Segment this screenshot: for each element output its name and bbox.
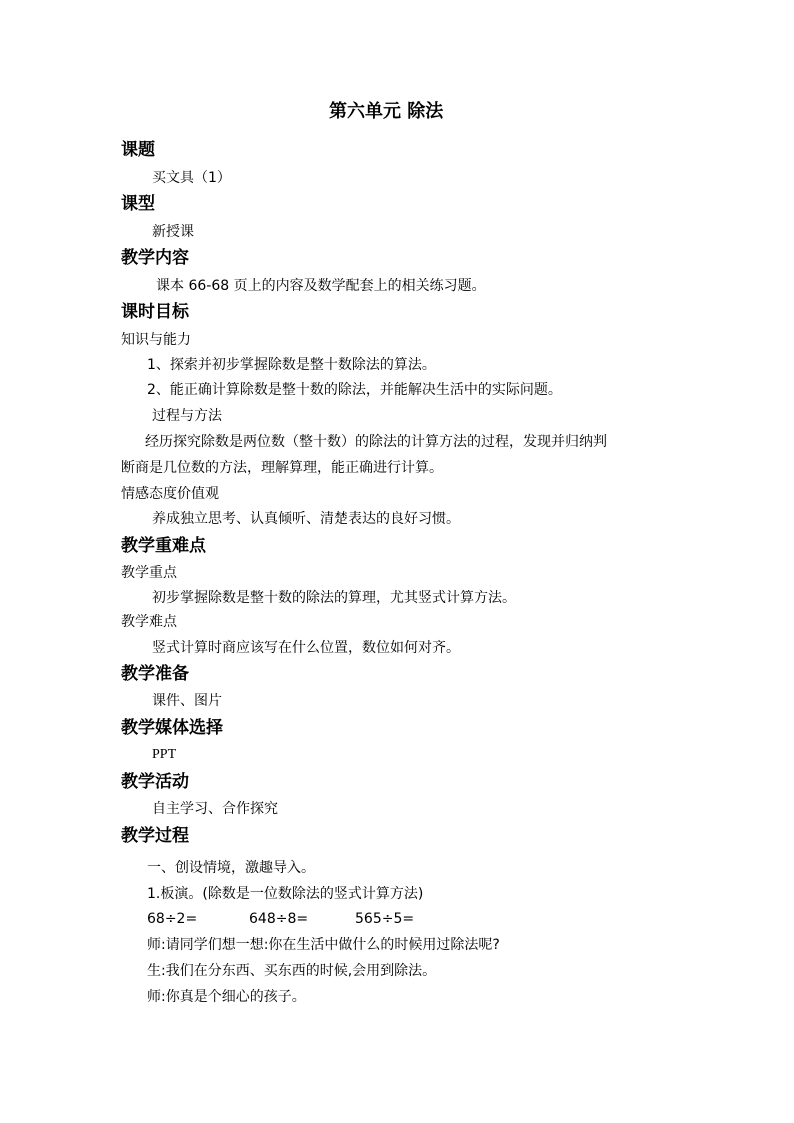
emotion-label: 情感态度价值观 <box>121 486 219 502</box>
page-title: 第六单元 除法 <box>329 101 444 122</box>
dialog-line: 师:你真是个细心的孩子。 <box>147 989 306 1005</box>
heading-process: 教学过程 <box>121 826 189 846</box>
type-text: 新授课 <box>152 224 194 240</box>
heading-type: 课型 <box>121 194 155 214</box>
key-text: 初步掌握除数是整十数的除法的算理，尤其竖式计算方法。 <box>152 590 516 606</box>
board-text: 1.板演。(除数是一位数除法的竖式计算方法) <box>147 886 424 902</box>
knowledge-label: 知识与能力 <box>121 332 191 348</box>
heading-difficulty: 教学重难点 <box>121 536 206 556</box>
heading-content: 教学内容 <box>121 248 189 268</box>
heading-activity: 教学活动 <box>121 772 189 792</box>
process-step: 一、创设情境，激趣导入。 <box>147 860 315 876</box>
knowledge-item: 2、能正确计算除数是整十数的除法，并能解决生活中的实际问题。 <box>147 382 562 398</box>
heading-prep: 教学准备 <box>121 664 189 684</box>
hard-label: 教学难点 <box>121 614 177 630</box>
content-text: 课本 66-68 页上的内容及数学配套上的相关练习题。 <box>156 278 486 294</box>
key-label: 教学重点 <box>121 565 177 581</box>
heading-goals: 课时目标 <box>121 302 189 322</box>
knowledge-item: 1、探索并初步掌握除数是整十数除法的算法。 <box>147 357 436 373</box>
heading-media: 教学媒体选择 <box>121 718 223 738</box>
dialog-line: 生:我们在分东西、买东西的时候,会用到除法。 <box>147 963 437 979</box>
equation: 68÷2= <box>147 911 198 927</box>
process-text: 断商是几位数的方法，理解算理，能正确进行计算。 <box>121 460 443 476</box>
hard-text: 竖式计算时商应该写在什么位置，数位如何对齐。 <box>152 640 460 656</box>
process-label: 过程与方法 <box>152 408 222 424</box>
heading-topic: 课题 <box>121 140 155 160</box>
equation: 648÷8= <box>249 911 309 927</box>
activity-text: 自主学习、合作探究 <box>152 801 278 817</box>
dialog-line: 师:请同学们想一想:你在生活中做什么的时候用过除法呢? <box>147 937 500 953</box>
topic-text: 买文具（1） <box>152 170 231 186</box>
process-text: 经历探究除数是两位数（整十数）的除法的计算方法的过程，发现并归纳判 <box>145 434 607 450</box>
emotion-text: 养成独立思考、认真倾听、清楚表达的良好习惯。 <box>152 511 460 527</box>
equation: 565÷5= <box>355 911 415 927</box>
media-text: PPT <box>152 747 177 762</box>
prep-text: 课件、图片 <box>152 693 222 709</box>
